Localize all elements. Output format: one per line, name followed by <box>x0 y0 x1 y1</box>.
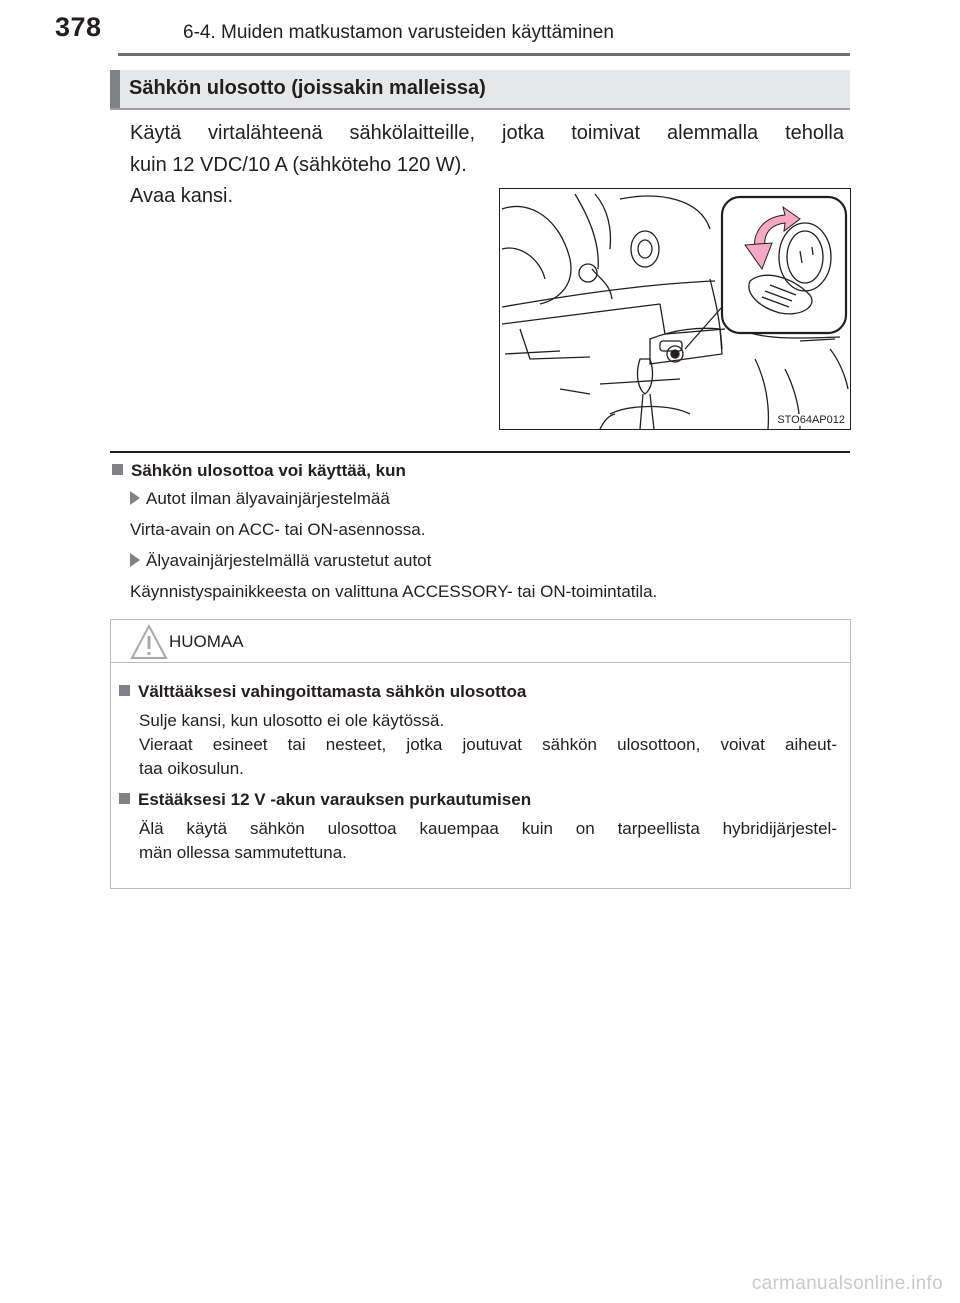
step-text: Avaa kansi. <box>130 185 234 207</box>
notice-text-2-line-2: män ollessa sammutettuna. <box>139 843 347 862</box>
watermark: carmanualsonline.info <box>751 1273 943 1294</box>
notice-heading-2: Estääksesi 12 V -akun varauksen purkautumisen <box>119 790 531 810</box>
section-marker <box>110 70 120 108</box>
chapter-title: 6-4. Muiden matkustamon varusteiden käyttäminen <box>183 22 614 43</box>
notice-box <box>110 619 851 889</box>
triangle-bullet-icon <box>130 491 140 505</box>
usage-item-1-text: Virta-avain on ACC- tai ON-asennossa. <box>130 520 426 539</box>
subsection-rule <box>110 451 850 453</box>
section-heading-bar <box>110 70 850 110</box>
figure-code: STO64AP012 <box>777 414 845 426</box>
square-bullet-icon <box>112 464 123 475</box>
power-outlet-illustration <box>499 188 851 430</box>
notice-text-1-line-2: Vieraat esineet tai nesteet, jotka joutuvat sähkön ulosottoon, voivat aiheut- <box>139 735 837 754</box>
dashboard-drawing <box>500 189 850 429</box>
usage-item-2-label: Älyavainjärjestelmällä varustetut autot <box>130 551 431 571</box>
header-rule <box>118 53 850 56</box>
notice-label: HUOMAA <box>169 632 244 651</box>
triangle-bullet-icon <box>130 553 140 567</box>
page-number: 378 <box>55 12 102 42</box>
usage-item-1-label: Autot ilman älyavainjärjestelmää <box>130 489 390 509</box>
square-bullet-icon <box>119 793 130 804</box>
warning-triangle-icon <box>130 624 168 660</box>
notice-heading-1: Välttääksesi vahingoittamasta sähkön ulosottoa <box>119 682 526 702</box>
square-bullet-icon <box>119 685 130 696</box>
usage-item-2-text: Käynnistyspainikkeesta on valittuna ACCESSORY- tai ON-toimintatila. <box>130 582 658 601</box>
section-title: Sähkön ulosotto (joissakin malleissa) <box>129 77 486 99</box>
usage-heading: Sähkön ulosottoa voi käyttää, kun <box>112 461 406 481</box>
intro-line-1: Käytä virtalähteenä sähkölaitteille, jotka toimivat alemmalla teholla <box>130 122 844 144</box>
notice-text-1-line-1: Sulje kansi, kun ulosotto ei ole käytössä. <box>139 711 445 730</box>
notice-header <box>111 620 850 663</box>
notice-text-2-line-1: Älä käytä sähkön ulosottoa kauempaa kuin on tarpeellista hybridijärjestel- <box>139 819 837 838</box>
intro-line-2: kuin 12 VDC/10 A (sähköteho 120 W). <box>130 154 467 176</box>
notice-text-1-line-3: taa oikosulun. <box>139 759 244 778</box>
